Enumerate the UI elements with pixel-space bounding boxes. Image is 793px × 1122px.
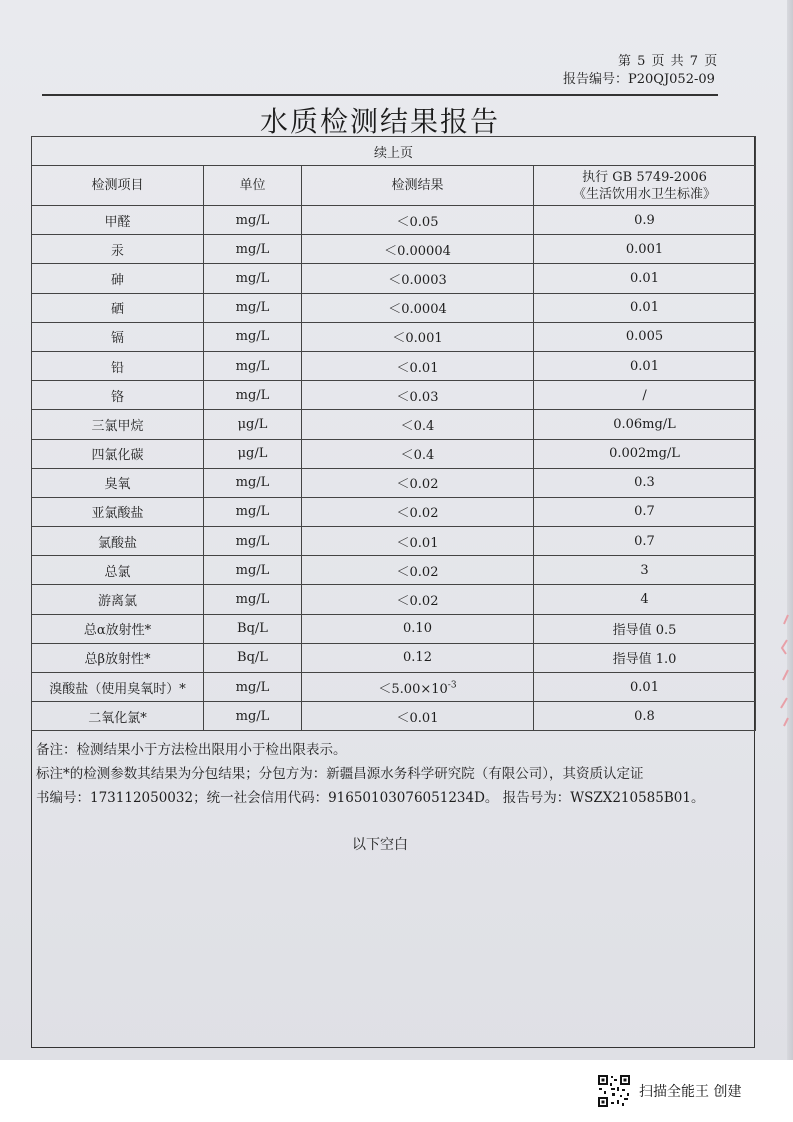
cell-unit-text: mg/L [235, 533, 270, 549]
cell-unit-text: mg/L [235, 679, 270, 695]
cell-standard [534, 235, 756, 264]
cell-standard-text: 0.7 [634, 504, 655, 520]
cell-result [302, 439, 534, 468]
result-exponent: -3 [447, 680, 457, 691]
stamp-fragment [778, 610, 790, 730]
report-number: 报告编号：P20QJ052-09 [563, 72, 715, 87]
table-row [32, 643, 756, 672]
table-row [32, 410, 756, 439]
cell-item [32, 497, 204, 526]
qr-code-icon [597, 1074, 631, 1108]
cell-standard-text: 0.3 [634, 475, 655, 491]
cell-standard-text: 0.8 [634, 708, 655, 724]
header-unit: 单位 [204, 166, 302, 206]
cell-result-text: ＜0.05 [396, 214, 439, 230]
table-row [32, 527, 756, 556]
cell-result-text: ＜0.02 [396, 564, 439, 580]
cell-result [302, 235, 534, 264]
cell-result [302, 556, 534, 585]
cell-item [32, 643, 204, 672]
cell-standard [534, 206, 756, 235]
cell-result-text: ＜5.00×10 [378, 681, 448, 697]
cell-standard [534, 468, 756, 497]
cell-result [302, 264, 534, 293]
cell-standard-text: 0.01 [630, 358, 659, 374]
cell-unit [204, 643, 302, 672]
cell-standard [534, 497, 756, 526]
cell-unit-text: mg/L [235, 358, 270, 374]
scanner-label: 扫描全能王 创建 [639, 1084, 742, 1100]
table-row [32, 293, 756, 322]
cell-result-text: ＜0.02 [396, 594, 439, 610]
cell-result-text: ＜0.4 [400, 418, 435, 434]
cell-unit-text: Bq/L [237, 621, 268, 637]
cell-item [32, 556, 204, 585]
cell-unit-text: mg/L [235, 387, 270, 403]
cell-standard [534, 293, 756, 322]
cell-item [32, 468, 204, 497]
cell-item-text: 溴酸盐（使用臭氧时）* [49, 681, 186, 697]
cell-item [32, 206, 204, 235]
continued-row [32, 137, 756, 166]
cell-item-text: 臭氧 [104, 477, 131, 493]
cell-unit-text: mg/L [235, 708, 270, 724]
cell-standard [534, 527, 756, 556]
continued-label: 续上页 [32, 137, 756, 166]
cell-standard-text: 指导值 1.0 [612, 652, 677, 668]
table-row [32, 381, 756, 410]
cell-unit [204, 585, 302, 614]
cell-result [302, 293, 534, 322]
cell-item-text: 硒 [110, 302, 124, 318]
cell-standard [534, 351, 756, 380]
table-row [32, 673, 756, 702]
cell-standard [534, 643, 756, 672]
cell-unit [204, 702, 302, 731]
cell-unit [204, 206, 302, 235]
header-standard-line1: 执行 GB 5749-2006 [582, 169, 707, 185]
cell-unit [204, 322, 302, 351]
cell-standard-text: 0.01 [630, 270, 659, 286]
cell-unit [204, 614, 302, 643]
cell-unit [204, 293, 302, 322]
cell-standard-text: 0.001 [625, 241, 664, 257]
note-detection-limit: 备注：检测结果小于方法检出限用小于检出限表示。 [36, 742, 347, 758]
table-row [32, 585, 756, 614]
cell-standard [534, 556, 756, 585]
table-row [32, 556, 756, 585]
cell-item [32, 585, 204, 614]
cell-item [32, 673, 204, 702]
paper-edge [787, 0, 793, 1060]
cell-result [302, 206, 534, 235]
cell-item-text: 总β放射性* [84, 652, 151, 668]
cell-result-text: ＜0.01 [396, 360, 439, 376]
blank-below-text: 以下空白 [352, 837, 408, 853]
cell-standard [534, 585, 756, 614]
cell-result [302, 643, 534, 672]
cell-unit [204, 497, 302, 526]
cell-unit [204, 264, 302, 293]
cell-unit [204, 673, 302, 702]
cell-unit [204, 468, 302, 497]
table-header-row [32, 166, 756, 206]
cell-result [302, 410, 534, 439]
cell-result [302, 351, 534, 380]
cell-result-text: ＜0.02 [396, 506, 439, 522]
cell-result-text: ＜0.0004 [388, 302, 447, 318]
cell-item-text: 二氧化氯* [88, 710, 147, 726]
cell-result [302, 322, 534, 351]
cell-standard-text: 0.9 [634, 212, 655, 228]
header-divider [42, 94, 718, 96]
cell-standard [534, 322, 756, 351]
cell-standard [534, 702, 756, 731]
note-certificate: 书编号：173112050032；统一社会信用代码：91650103076051234D。 报告号为：WSZX210585B01。 [36, 790, 705, 806]
cell-item-text: 镉 [110, 331, 124, 347]
cell-result [302, 673, 534, 702]
cell-unit [204, 527, 302, 556]
table-row [32, 439, 756, 468]
cell-unit [204, 439, 302, 468]
cell-result-text: ＜0.001 [392, 331, 443, 347]
cell-unit-text: mg/L [235, 562, 270, 578]
table-row [32, 497, 756, 526]
cell-standard-text: 0.06mg/L [613, 416, 676, 432]
table-row [32, 264, 756, 293]
cell-unit [204, 410, 302, 439]
cell-result-text: 0.10 [403, 621, 432, 637]
cell-result-text: ＜0.4 [400, 448, 435, 464]
cell-standard-text: 指导值 0.5 [612, 623, 677, 639]
header-standard [534, 166, 756, 206]
cell-unit-text: mg/L [235, 212, 270, 228]
cell-result [302, 497, 534, 526]
cell-item [32, 322, 204, 351]
cell-unit [204, 235, 302, 264]
cell-item [32, 381, 204, 410]
cell-unit-text: mg/L [235, 592, 270, 608]
cell-item-text: 砷 [110, 272, 124, 288]
header-result: 检测结果 [302, 166, 534, 206]
cell-standard [534, 264, 756, 293]
cell-unit [204, 381, 302, 410]
cell-standard-text: 0.7 [634, 533, 655, 549]
cell-standard [534, 381, 756, 410]
cell-standard-text: 0.005 [625, 329, 664, 345]
cell-result-text: ＜0.0003 [388, 272, 447, 288]
cell-item-text: 铅 [110, 360, 124, 376]
cell-standard [534, 614, 756, 643]
cell-unit-text: mg/L [235, 329, 270, 345]
cell-item-text: 铬 [110, 389, 124, 405]
cell-standard-text: 3 [640, 562, 649, 578]
cell-standard [534, 410, 756, 439]
note-subcontract: 标注*的检测参数其结果为分包结果；分包方为：新疆昌源水务科学研究院（有限公司），其资质认定证 [36, 766, 644, 782]
cell-item [32, 235, 204, 264]
cell-result-text: ＜0.01 [396, 710, 439, 726]
cell-standard-text: 0.002mg/L [609, 446, 680, 462]
cell-result-text: ＜0.01 [396, 535, 439, 551]
cell-item-text: 汞 [110, 243, 124, 259]
cell-item-text: 氯酸盐 [97, 535, 137, 551]
cell-result-text: ＜0.02 [396, 477, 439, 493]
table-row [32, 235, 756, 264]
cell-standard-text: 4 [640, 592, 649, 608]
cell-result [302, 585, 534, 614]
notes-section [36, 738, 751, 810]
page-info: 第 5 页 共 7 页 [618, 54, 719, 69]
cell-item-text: 总α放射性* [83, 623, 152, 639]
table-row [32, 702, 756, 731]
cell-item [32, 614, 204, 643]
cell-result [302, 614, 534, 643]
cell-standard-text: 0.01 [630, 300, 659, 316]
cell-standard [534, 673, 756, 702]
cell-result [302, 381, 534, 410]
cell-standard-text: / [642, 387, 647, 403]
cell-unit-text: Bq/L [237, 650, 268, 666]
cell-unit-text: mg/L [235, 504, 270, 520]
table-row [32, 322, 756, 351]
cell-result-text: ＜0.00004 [384, 243, 451, 259]
cell-item [32, 351, 204, 380]
cell-item [32, 527, 204, 556]
cell-standard-text: 0.01 [630, 679, 659, 695]
cell-item-text: 总氯 [104, 564, 131, 580]
cell-item-text: 游离氯 [97, 594, 137, 610]
cell-item-text: 亚氯酸盐 [91, 506, 144, 522]
table-row [32, 206, 756, 235]
cell-item [32, 264, 204, 293]
cell-item [32, 439, 204, 468]
cell-item [32, 702, 204, 731]
cell-unit [204, 351, 302, 380]
cell-result [302, 527, 534, 556]
table-row [32, 468, 756, 497]
cell-item [32, 410, 204, 439]
table-row [32, 351, 756, 380]
cell-standard [534, 439, 756, 468]
cell-result-text: ＜0.03 [396, 389, 439, 405]
cell-item-text: 三氯甲烷 [91, 418, 144, 434]
cell-unit-text: mg/L [235, 241, 270, 257]
cell-unit-text: mg/L [235, 270, 270, 286]
cell-item-text: 甲醛 [104, 214, 131, 230]
scanner-watermark [597, 1073, 777, 1109]
cell-unit-text: mg/L [235, 300, 270, 316]
results-table [31, 136, 756, 731]
cell-result-text: 0.12 [403, 650, 432, 666]
cell-item-text: 四氯化碳 [91, 448, 144, 464]
cell-result [302, 468, 534, 497]
cell-item [32, 293, 204, 322]
cell-unit [204, 556, 302, 585]
report-title: 水质检测结果报告 [259, 105, 500, 138]
cell-result [302, 702, 534, 731]
header-standard-line2: 《生活饮用水卫生标准》 [573, 186, 717, 202]
cell-unit-text: μg/L [237, 446, 268, 462]
cell-unit-text: mg/L [235, 475, 270, 491]
table-row [32, 614, 756, 643]
header-item: 检测项目 [32, 166, 204, 206]
cell-unit-text: μg/L [237, 416, 268, 432]
